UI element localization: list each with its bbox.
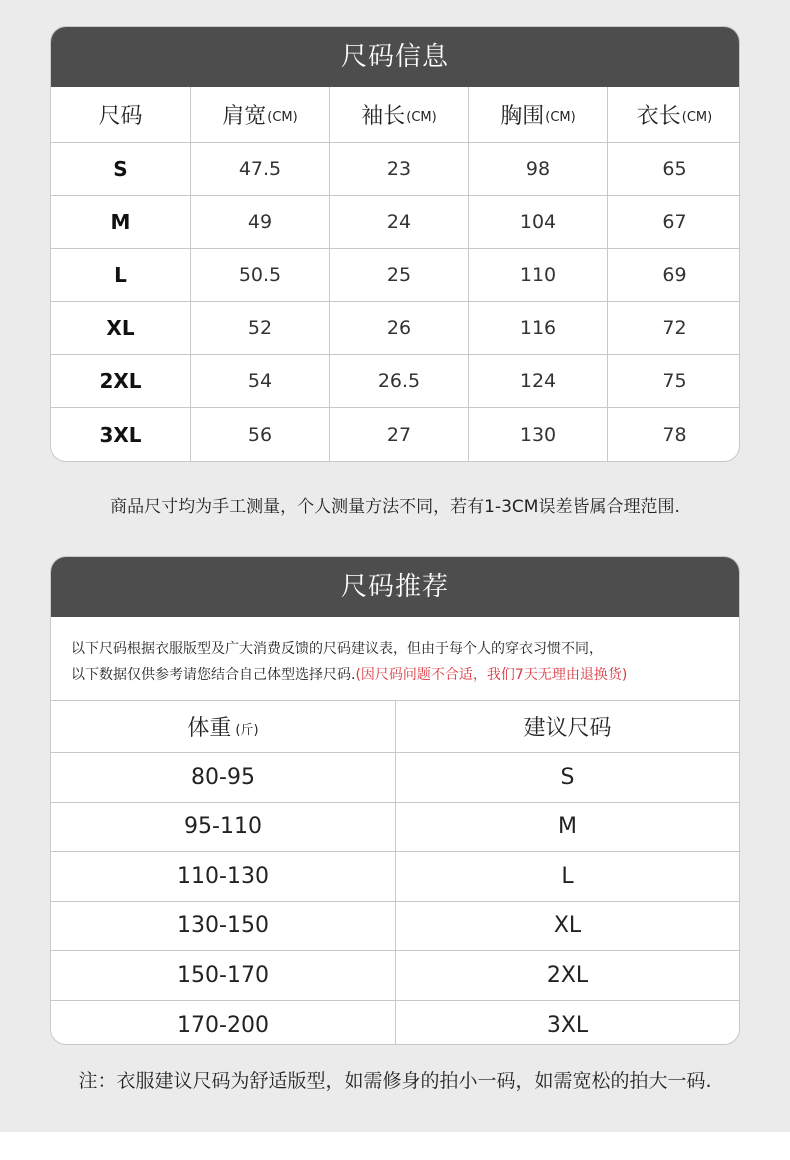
col-header-unit: (CM): [406, 109, 437, 125]
table-cell: 54: [191, 355, 330, 408]
size-info-card: [50, 26, 740, 462]
table-cell: 72: [608, 302, 740, 355]
size-info-table: [51, 87, 739, 461]
col-header-label: 建议尺码: [523, 716, 612, 741]
size-label-cell: M: [51, 196, 191, 249]
table-cell: 56: [191, 408, 330, 461]
table-cell: 75: [608, 355, 740, 408]
col-header-shoulder: [191, 87, 330, 143]
table-cell: 130: [469, 408, 608, 461]
suggested-size-cell: 2XL: [396, 951, 739, 1001]
weight-range-cell: 95-110: [51, 803, 396, 853]
recommend-desc-text: 以下数据仅供参考请您结合自己体型选择尺码.: [71, 667, 356, 683]
col-header-chest: [469, 87, 608, 143]
table-cell: 69: [608, 249, 740, 302]
size-label-cell: 3XL: [51, 408, 191, 461]
table-cell: 26.5: [330, 355, 469, 408]
measurement-note: 商品尺寸均为手工测量，个人测量方法不同，若有1-3CM误差皆属合理范围.: [110, 497, 680, 517]
suggested-size-cell: M: [396, 803, 739, 853]
recommend-desc-line1: 以下尺码根据衣服版型及广大消费反馈的尺码建议表，但由于每个人的穿衣习惯不同，: [71, 641, 603, 657]
weight-range-cell: 80-95: [51, 753, 396, 803]
suggested-size-cell: S: [396, 753, 739, 803]
table-cell: 52: [191, 302, 330, 355]
recommend-desc-line2: [71, 662, 719, 688]
weight-range-cell: 110-130: [51, 852, 396, 902]
suggested-size-cell: L: [396, 852, 739, 902]
recommend-table: [51, 701, 739, 1045]
fit-note: 注：衣服建议尺码为舒适版型，如需修身的拍小一码，如需宽松的拍大一码.: [78, 1070, 712, 1092]
table-cell: 50.5: [191, 249, 330, 302]
table-cell: 104: [469, 196, 608, 249]
size-info-title: 尺码信息: [51, 27, 739, 87]
weight-range-cell: 130-150: [51, 902, 396, 952]
col-header-unit: (CM): [545, 109, 576, 125]
table-cell: 27: [330, 408, 469, 461]
col-header-unit: (斤): [235, 723, 259, 738]
table-cell: 25: [330, 249, 469, 302]
table-cell: 47.5: [191, 143, 330, 196]
col-header-label: 体重: [187, 716, 232, 741]
table-cell: 78: [662, 423, 687, 446]
recommend-title: 尺码推荐: [51, 557, 739, 617]
table-cell: 49: [191, 196, 330, 249]
col-header-label: 肩宽: [222, 104, 267, 129]
size-label-cell: 2XL: [51, 355, 191, 408]
col-header-weight: [51, 701, 396, 753]
table-cell: 23: [330, 143, 469, 196]
col-header-unit: (CM): [267, 109, 298, 125]
col-header-size: [51, 87, 191, 143]
weight-range-cell: 170-200: [51, 1001, 396, 1046]
table-cell: 98: [469, 143, 608, 196]
recommend-card: [50, 556, 740, 1045]
recommend-description: [51, 617, 739, 701]
size-label-cell: L: [51, 249, 191, 302]
weight-range-cell: 150-170: [51, 951, 396, 1001]
table-cell: 67: [608, 196, 740, 249]
size-label-cell: S: [51, 143, 191, 196]
table-cell: 110: [469, 249, 608, 302]
table-cell: 24: [330, 196, 469, 249]
col-header-label: 胸围: [500, 104, 545, 129]
col-header-length: [608, 87, 740, 143]
col-header-label: 袖长: [361, 104, 406, 129]
table-cell: 26: [330, 302, 469, 355]
suggested-size-cell: 3XL: [546, 1012, 589, 1038]
col-header-unit: (CM): [681, 109, 713, 125]
col-header-sleeve: [330, 87, 469, 143]
suggested-size-cell: XL: [396, 902, 739, 952]
table-cell: 116: [469, 302, 608, 355]
size-label-cell: XL: [51, 302, 191, 355]
return-policy-note: (因尺码问题不合适，我们7天无理由退换货): [355, 667, 628, 683]
table-cell: 65: [608, 143, 740, 196]
table-cell: 124: [469, 355, 608, 408]
page-bottom-strip: [0, 1132, 790, 1160]
col-header-label: 衣长: [636, 104, 681, 129]
col-header-suggested-size: [396, 701, 739, 753]
col-header-label: 尺码: [98, 104, 143, 129]
